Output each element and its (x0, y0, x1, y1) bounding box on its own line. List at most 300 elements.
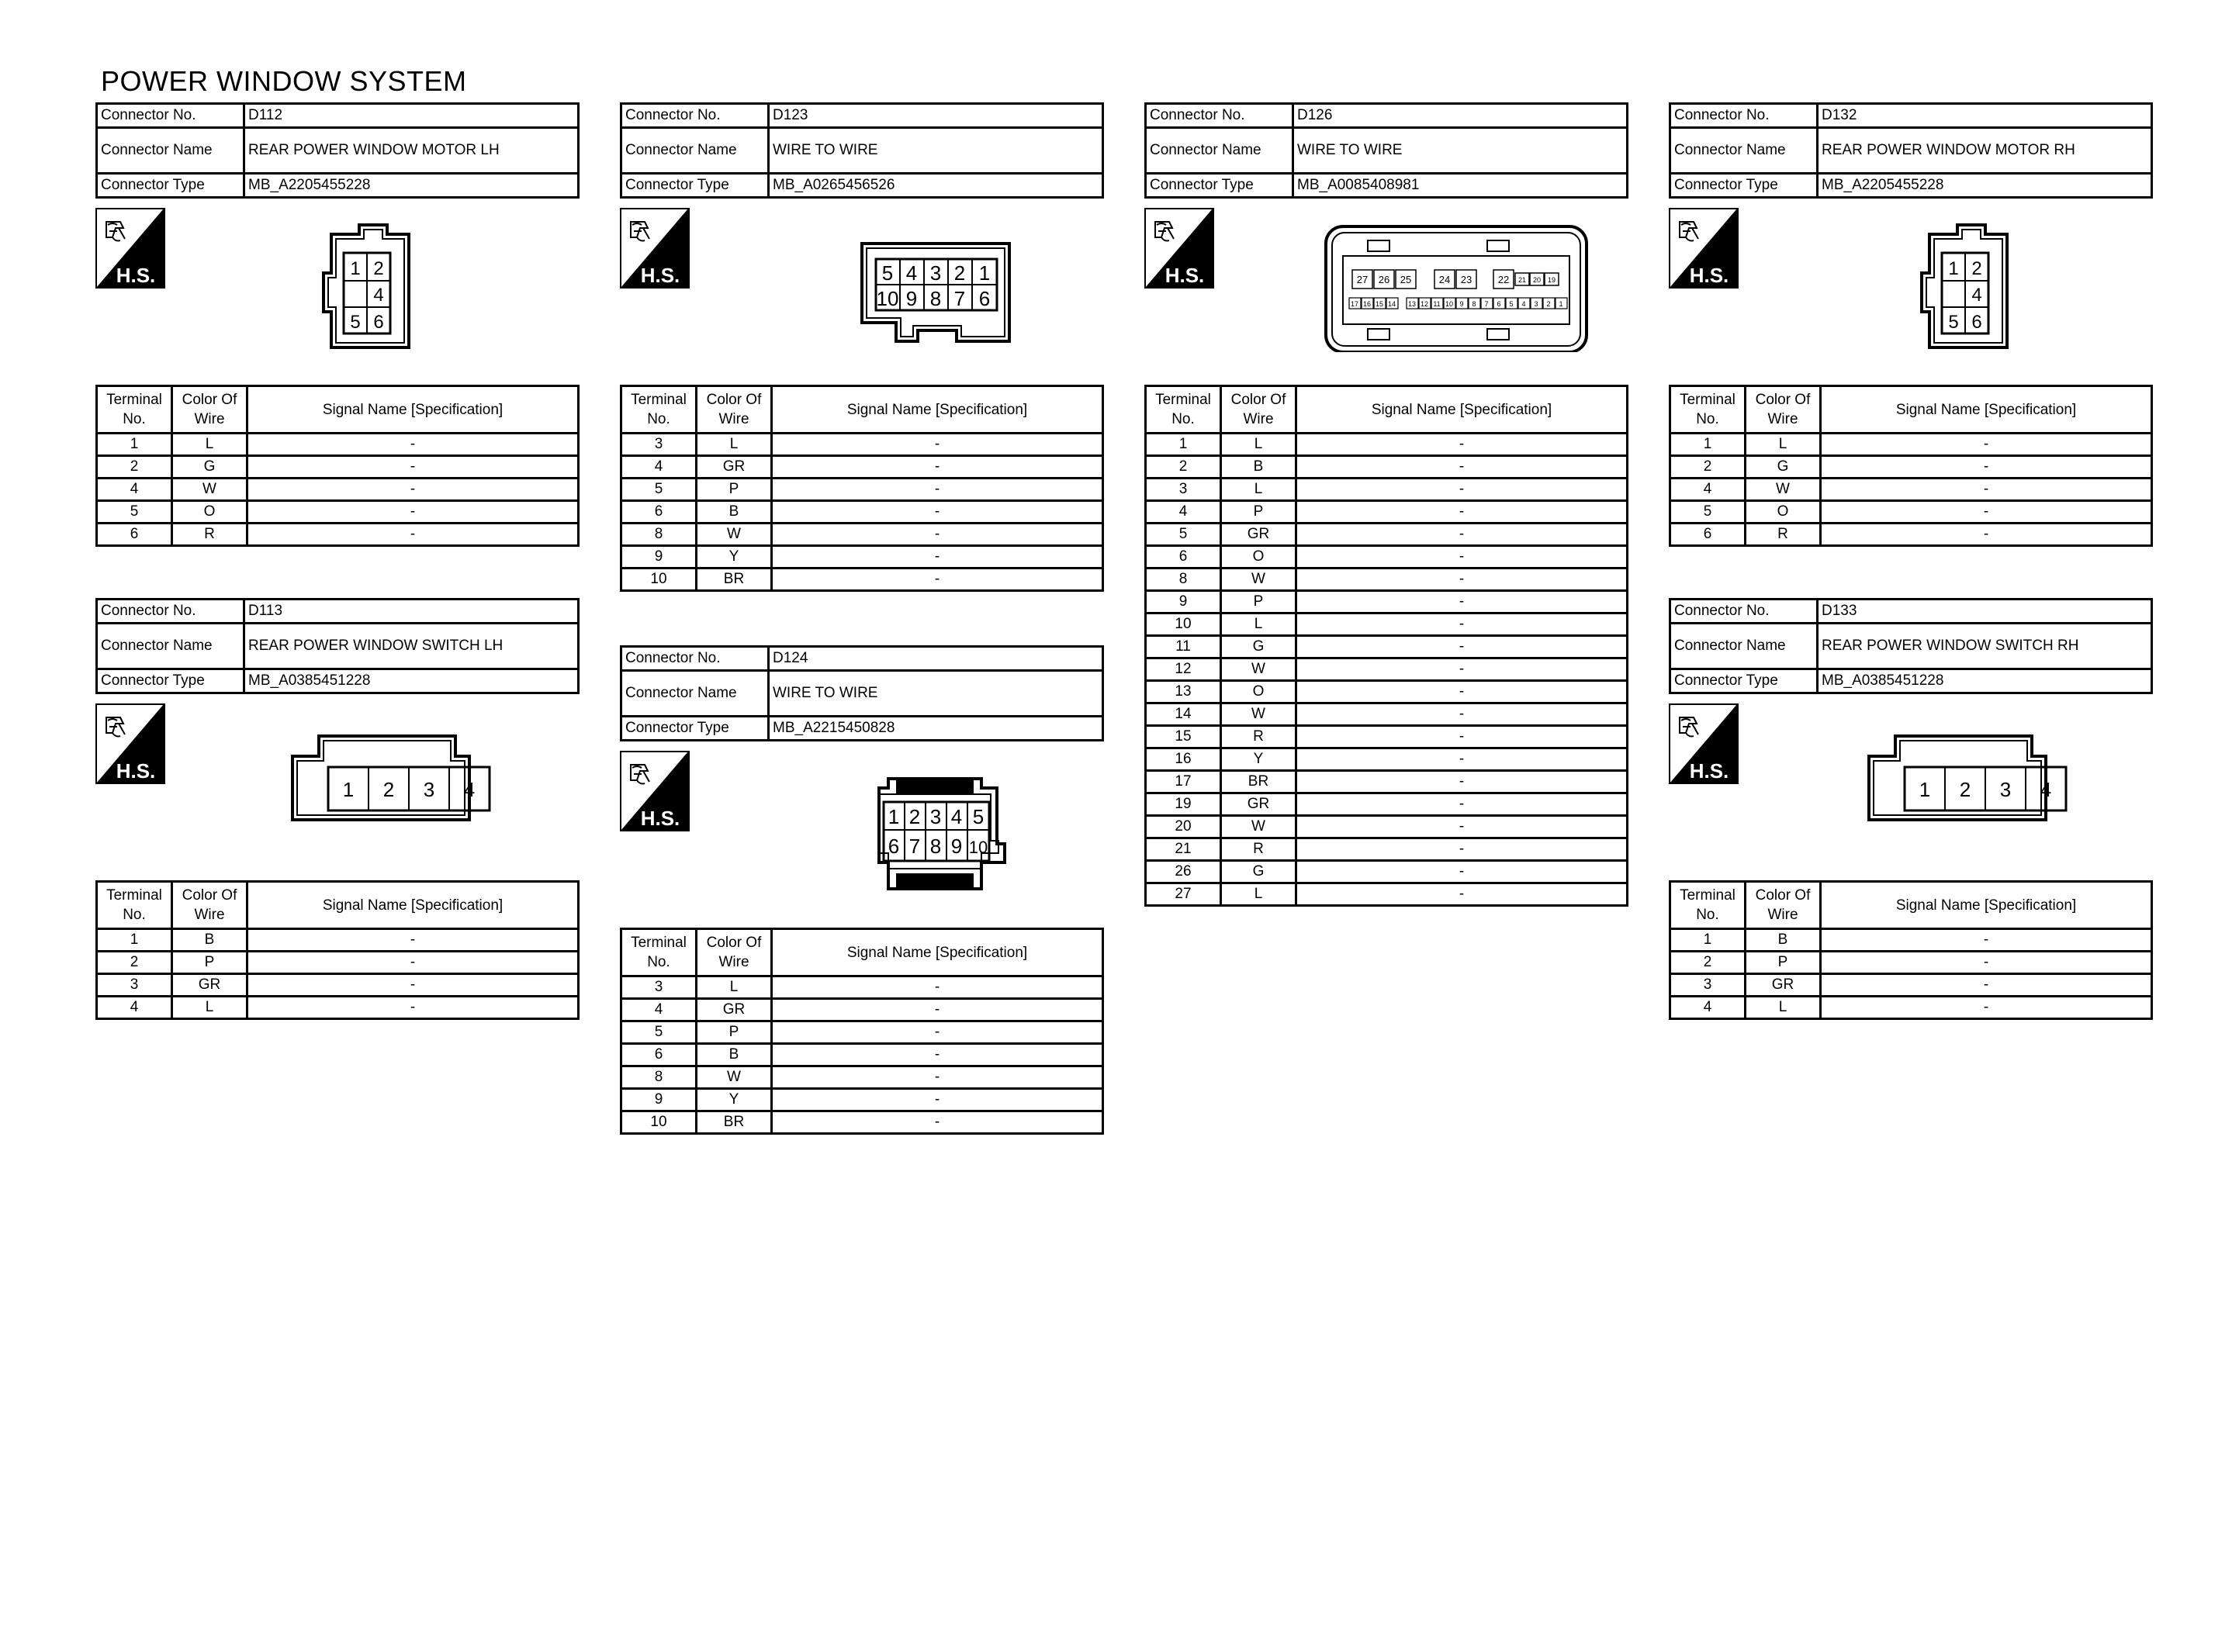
terminal-no-cell: 3 (621, 976, 697, 999)
terminal-no-cell: 4 (1670, 479, 1746, 501)
signal-name-cell: - (1296, 501, 1628, 524)
signal-name-cell: - (1296, 883, 1628, 906)
pin-label: 6 (888, 835, 900, 858)
table-row (621, 1066, 1103, 1089)
connector-name-label: Connector Name (97, 128, 244, 174)
wire-color-cell: GR (1746, 974, 1821, 997)
connector-no-label: Connector No. (621, 647, 769, 671)
pin-label: 17 (1350, 300, 1359, 308)
signal-name-cell: - (772, 976, 1103, 999)
pin-label: 16 (1362, 300, 1372, 308)
signal-name-cell: - (1296, 838, 1628, 861)
table-row (621, 1044, 1103, 1066)
table-row (621, 501, 1103, 524)
pin-label: 4 (463, 778, 476, 801)
signal-name-cell: - (772, 1111, 1103, 1134)
terminal-no-header: Terminal No. (1146, 386, 1221, 434)
connector-d126 (1144, 102, 1628, 902)
wire-color-cell: W (1221, 816, 1296, 838)
signal-name-cell: - (772, 1044, 1103, 1066)
wire-color-cell: L (697, 434, 772, 456)
wire-color-cell: W (1746, 479, 1821, 501)
pin-label: 8 (929, 287, 942, 310)
connector-type-label: Connector Type (621, 174, 769, 198)
pin-label: 13 (1407, 300, 1417, 308)
connector-no-label: Connector No. (621, 104, 769, 128)
connector-type-value: MB_A0265456526 (769, 174, 1103, 198)
table-row (1146, 816, 1628, 838)
terminal-table (1669, 880, 2153, 1020)
terminal-no-cell: 4 (621, 456, 697, 479)
signal-name-cell: - (1296, 636, 1628, 658)
wire-color-cell: P (1746, 952, 1821, 974)
table-row (1146, 658, 1628, 681)
pin-label: 4 (1521, 300, 1526, 308)
terminal-no-cell: 1 (1670, 434, 1746, 456)
connector-face-diagram (1144, 220, 1628, 352)
table-row (1146, 591, 1628, 613)
wire-color-cell: B (1221, 456, 1296, 479)
terminal-no-cell: 10 (621, 569, 697, 591)
wire-color-cell: B (697, 501, 772, 524)
pin-label: 3 (1534, 300, 1538, 308)
table-row (1146, 748, 1628, 771)
terminal-no-cell: 20 (1146, 816, 1221, 838)
signal-name-cell: - (1296, 726, 1628, 748)
terminal-table (1669, 385, 2153, 547)
terminal-no-cell: 1 (1670, 929, 1746, 952)
hs-label: H.S. (640, 264, 680, 287)
table-row (1146, 883, 1628, 906)
table-row (1146, 569, 1628, 591)
signal-name-header: Signal Name [Specification] (1821, 386, 2152, 434)
wire-color-cell: Y (697, 1089, 772, 1111)
connector-d112 (95, 102, 580, 542)
signal-name-cell: - (1296, 658, 1628, 681)
table-row (97, 434, 579, 456)
wire-color-cell: GR (697, 456, 772, 479)
wire-color-cell: W (697, 524, 772, 546)
terminal-table (620, 385, 1104, 592)
pin-label: 5 (350, 312, 361, 333)
wire-color-header: Color Of Wire (172, 386, 247, 434)
signal-name-header: Signal Name [Specification] (247, 386, 579, 434)
connector-type-label: Connector Type (621, 717, 769, 741)
connector-name-value: REAR POWER WINDOW SWITCH RH (1818, 624, 2152, 669)
pin-label: 5 (1509, 300, 1514, 308)
pin-label: 12 (1420, 300, 1429, 308)
terminal-no-cell: 9 (1146, 591, 1221, 613)
wire-color-cell: GR (1221, 524, 1296, 546)
connector-face-diagram (620, 776, 1104, 892)
pin-label: 2 (953, 261, 966, 285)
table-row (1146, 479, 1628, 501)
wire-color-cell: G (1746, 456, 1821, 479)
connector-face-diagram (95, 219, 580, 351)
connector-face-diagram (620, 231, 1104, 347)
signal-name-cell: - (772, 999, 1103, 1021)
terminal-no-cell: 3 (1670, 974, 1746, 997)
connector-name-label: Connector Name (621, 671, 769, 717)
connector-info-table (1144, 102, 1628, 199)
connector-no-label: Connector No. (97, 600, 244, 624)
signal-name-cell: - (1296, 816, 1628, 838)
pin-label: 2 (382, 778, 395, 801)
terminal-no-cell: 3 (1146, 479, 1221, 501)
pin-label: 1 (342, 778, 355, 801)
table-row (1670, 929, 2152, 952)
terminal-no-cell: 14 (1146, 703, 1221, 726)
pin-label: 7 (1484, 300, 1489, 308)
wire-color-cell: O (1746, 501, 1821, 524)
pin-label: 7 (953, 287, 966, 310)
signal-name-header: Signal Name [Specification] (1821, 882, 2152, 929)
terminal-no-header: Terminal No. (1670, 386, 1746, 434)
connector-name-value: REAR POWER WINDOW SWITCH LH (244, 624, 579, 669)
signal-name-cell: - (247, 501, 579, 524)
hs-label: H.S. (116, 264, 156, 287)
table-row (621, 1089, 1103, 1111)
pin-label: 8 (929, 835, 942, 858)
connector-info-table (620, 102, 1104, 199)
table-row (1670, 479, 2152, 501)
pin-label: 5 (881, 261, 894, 285)
pin-label: 24 (1438, 274, 1451, 285)
table-row (97, 479, 579, 501)
terminal-no-cell: 9 (621, 1089, 697, 1111)
wire-color-cell: L (1221, 613, 1296, 636)
table-row (1146, 456, 1628, 479)
table-row (621, 434, 1103, 456)
pin-label: 4 (950, 805, 963, 828)
terminal-no-cell: 13 (1146, 681, 1221, 703)
signal-name-cell: - (1821, 434, 2152, 456)
pin-label: 11 (1433, 300, 1441, 308)
wire-color-cell: G (172, 456, 247, 479)
pin-label: 9 (950, 835, 963, 858)
table-row (1146, 793, 1628, 816)
table-row (97, 501, 579, 524)
table-row (97, 929, 579, 952)
signal-name-cell: - (1821, 929, 2152, 952)
connector-info-table (1669, 598, 2153, 694)
wire-color-header: Color Of Wire (697, 929, 772, 976)
signal-name-cell: - (1821, 952, 2152, 974)
connector-name-label: Connector Name (1670, 128, 1818, 174)
pin-label: 5 (972, 805, 985, 828)
wire-color-cell: L (172, 434, 247, 456)
pin-label: 27 (1356, 274, 1369, 285)
pin-label: 4 (2040, 778, 2052, 801)
signal-name-cell: - (1296, 591, 1628, 613)
pin-label: 3 (929, 261, 942, 285)
pin-label: 6 (1497, 300, 1501, 308)
signal-name-cell: - (1296, 861, 1628, 883)
pin-label: 3 (423, 778, 435, 801)
wire-color-cell: L (1221, 479, 1296, 501)
terminal-no-cell: 10 (621, 1111, 697, 1134)
pin-label: 15 (1375, 300, 1384, 308)
wire-color-cell: O (172, 501, 247, 524)
signal-name-header: Signal Name [Specification] (772, 386, 1103, 434)
pin-label: 10 (1445, 300, 1454, 308)
terminal-no-cell: 6 (621, 1044, 697, 1066)
signal-name-cell: - (247, 997, 579, 1019)
terminal-no-cell: 2 (97, 456, 172, 479)
wire-color-cell: GR (697, 999, 772, 1021)
wire-color-cell: Y (697, 546, 772, 569)
connector-d123 (620, 102, 1104, 587)
wire-color-cell: P (1221, 501, 1296, 524)
connector-no-value: D126 (1293, 104, 1628, 128)
wire-color-cell: BR (697, 569, 772, 591)
connector-d113 (95, 598, 580, 1015)
pin-label: 25 (1400, 274, 1412, 285)
terminal-no-cell: 1 (97, 929, 172, 952)
pin-label: 4 (373, 285, 384, 306)
connector-name-value: REAR POWER WINDOW MOTOR LH (244, 128, 579, 174)
pin-label: 3 (1999, 778, 2012, 801)
terminal-no-header: Terminal No. (621, 929, 697, 976)
wire-color-cell: O (1221, 681, 1296, 703)
connector-d133 (1669, 598, 2153, 1015)
terminal-no-cell: 19 (1146, 793, 1221, 816)
table-row (1146, 546, 1628, 569)
pin-label: 9 (1459, 300, 1464, 308)
terminal-no-cell: 4 (1146, 501, 1221, 524)
connector-info-table (95, 102, 580, 199)
signal-name-cell: - (247, 952, 579, 974)
connector-face-diagram (1669, 219, 2153, 351)
wire-color-cell: R (1221, 726, 1296, 748)
pin-label: 6 (1971, 312, 1982, 333)
connector-d124 (620, 645, 1104, 1130)
connector-info-table (620, 645, 1104, 741)
pin-label: 9 (905, 287, 918, 310)
signal-name-cell: - (1296, 613, 1628, 636)
pin-label: 10 (876, 287, 899, 310)
table-row (621, 479, 1103, 501)
signal-name-cell: - (1296, 681, 1628, 703)
terminal-no-cell: 5 (621, 1021, 697, 1044)
terminal-no-cell: 5 (1146, 524, 1221, 546)
wire-color-cell: BR (697, 1111, 772, 1134)
signal-name-cell: - (247, 929, 579, 952)
signal-name-cell: - (772, 501, 1103, 524)
terminal-table (1144, 385, 1628, 907)
wire-color-cell: W (1221, 703, 1296, 726)
terminal-no-cell: 12 (1146, 658, 1221, 681)
table-row (1146, 771, 1628, 793)
connector-name-value: REAR POWER WINDOW MOTOR RH (1818, 128, 2152, 174)
signal-name-cell: - (1296, 748, 1628, 771)
table-row (97, 997, 579, 1019)
wire-color-cell: P (697, 1021, 772, 1044)
pin-label: 4 (1971, 285, 1982, 306)
table-row (621, 976, 1103, 999)
pin-label: 21 (1517, 276, 1527, 284)
connector-no-value: D113 (244, 600, 579, 624)
table-row (621, 546, 1103, 569)
pin-label: 2 (1959, 778, 1971, 801)
signal-name-cell: - (772, 546, 1103, 569)
table-row (1146, 434, 1628, 456)
pin-label: 26 (1378, 274, 1390, 285)
pin-label: 2 (908, 805, 921, 828)
page-title: POWER WINDOW SYSTEM (101, 65, 467, 97)
terminal-no-cell: 2 (1670, 952, 1746, 974)
connector-name-value: WIRE TO WIRE (769, 671, 1103, 717)
terminal-no-cell: 17 (1146, 771, 1221, 793)
connector-no-value: D124 (769, 647, 1103, 671)
table-row (1146, 838, 1628, 861)
table-row (621, 999, 1103, 1021)
signal-name-cell: - (1296, 524, 1628, 546)
signal-name-cell: - (1821, 479, 2152, 501)
table-row (621, 1111, 1103, 1134)
signal-name-header: Signal Name [Specification] (772, 929, 1103, 976)
terminal-no-cell: 2 (1146, 456, 1221, 479)
connector-type-value: MB_A0385451228 (1818, 669, 2152, 693)
wire-color-header: Color Of Wire (172, 882, 247, 929)
terminal-table (620, 928, 1104, 1135)
terminal-no-cell: 5 (621, 479, 697, 501)
table-row (1146, 613, 1628, 636)
connector-no-value: D133 (1818, 600, 2152, 624)
wire-color-cell: P (172, 952, 247, 974)
wire-color-header: Color Of Wire (1221, 386, 1296, 434)
connector-type-value: MB_A0085408981 (1293, 174, 1628, 198)
signal-name-header: Signal Name [Specification] (247, 882, 579, 929)
connector-type-value: MB_A0385451228 (244, 669, 579, 693)
pin-label: 6 (978, 287, 991, 310)
signal-name-cell: - (247, 456, 579, 479)
wire-color-cell: P (697, 479, 772, 501)
wire-color-cell: W (1221, 658, 1296, 681)
terminal-no-cell: 4 (1670, 997, 1746, 1019)
terminal-no-cell: 5 (1670, 501, 1746, 524)
terminal-no-cell: 15 (1146, 726, 1221, 748)
table-row (1146, 636, 1628, 658)
table-row (1670, 501, 2152, 524)
wire-color-cell: G (1221, 636, 1296, 658)
signal-name-cell: - (772, 434, 1103, 456)
pin-label: 7 (908, 835, 921, 858)
connector-type-value: MB_A2205455228 (1818, 174, 2152, 198)
signal-name-cell: - (1296, 546, 1628, 569)
connector-face-diagram (95, 730, 580, 823)
wire-color-cell: B (1746, 929, 1821, 952)
wire-color-cell: L (1221, 434, 1296, 456)
signal-name-cell: - (247, 434, 579, 456)
table-row (1146, 681, 1628, 703)
pin-label: 1 (1559, 300, 1563, 308)
pin-label: 8 (1472, 300, 1476, 308)
connector-info-table (1669, 102, 2153, 199)
table-row (1146, 524, 1628, 546)
pin-label: 5 (1948, 312, 1959, 333)
connector-name-value: WIRE TO WIRE (769, 128, 1103, 174)
table-row (1146, 726, 1628, 748)
table-row (97, 974, 579, 997)
signal-name-cell: - (1821, 524, 2152, 546)
pin-label: 14 (1387, 300, 1396, 308)
terminal-no-header: Terminal No. (97, 882, 172, 929)
wire-color-cell: BR (1221, 771, 1296, 793)
connector-type-value: MB_A2205455228 (244, 174, 579, 198)
wire-color-header: Color Of Wire (697, 386, 772, 434)
wire-color-cell: Y (1221, 748, 1296, 771)
connector-type-label: Connector Type (1670, 174, 1818, 198)
terminal-no-cell: 3 (97, 974, 172, 997)
pin-label: 1 (978, 261, 991, 285)
wire-color-cell: L (1221, 883, 1296, 906)
connector-no-label: Connector No. (1670, 600, 1818, 624)
pin-label: 19 (1547, 276, 1556, 284)
wire-color-cell: L (172, 997, 247, 1019)
wire-color-cell: B (697, 1044, 772, 1066)
signal-name-cell: - (772, 1089, 1103, 1111)
pin-label: 1 (1919, 778, 1931, 801)
signal-name-cell: - (1296, 703, 1628, 726)
terminal-no-cell: 1 (97, 434, 172, 456)
wire-color-cell: P (1221, 591, 1296, 613)
table-row (1670, 524, 2152, 546)
terminal-no-cell: 6 (1146, 546, 1221, 569)
terminal-no-cell: 21 (1146, 838, 1221, 861)
wire-color-cell: W (172, 479, 247, 501)
terminal-no-cell: 5 (97, 501, 172, 524)
table-row (97, 952, 579, 974)
signal-name-cell: - (1296, 793, 1628, 816)
wire-color-cell: W (697, 1066, 772, 1089)
signal-name-cell: - (1296, 456, 1628, 479)
wire-color-cell: R (1221, 838, 1296, 861)
terminal-no-cell: 4 (97, 479, 172, 501)
wire-color-header: Color Of Wire (1746, 386, 1821, 434)
terminal-no-cell: 8 (621, 1066, 697, 1089)
terminal-no-cell: 11 (1146, 636, 1221, 658)
hs-label: H.S. (1689, 759, 1729, 783)
table-row (1670, 952, 2152, 974)
wire-color-header: Color Of Wire (1746, 882, 1821, 929)
signal-name-cell: - (1821, 456, 2152, 479)
signal-name-cell: - (1821, 501, 2152, 524)
pin-label: 6 (373, 312, 384, 333)
terminal-no-cell: 27 (1146, 883, 1221, 906)
terminal-no-cell: 4 (621, 999, 697, 1021)
terminal-no-header: Terminal No. (621, 386, 697, 434)
table-row (621, 569, 1103, 591)
pin-label: 4 (905, 261, 918, 285)
connector-no-value: D123 (769, 104, 1103, 128)
pin-label: 1 (350, 258, 361, 279)
signal-name-cell: - (772, 1066, 1103, 1089)
connector-type-label: Connector Type (97, 669, 244, 693)
signal-name-cell: - (247, 524, 579, 546)
wire-color-cell: O (1221, 546, 1296, 569)
terminal-no-cell: 2 (97, 952, 172, 974)
table-row (1670, 974, 2152, 997)
signal-name-cell: - (1296, 479, 1628, 501)
table-row (621, 1021, 1103, 1044)
wire-color-cell: R (1746, 524, 1821, 546)
table-row (1670, 997, 2152, 1019)
hs-label: H.S. (1689, 264, 1729, 287)
signal-name-cell: - (247, 974, 579, 997)
pin-label: 1 (888, 805, 900, 828)
wire-color-cell: GR (172, 974, 247, 997)
